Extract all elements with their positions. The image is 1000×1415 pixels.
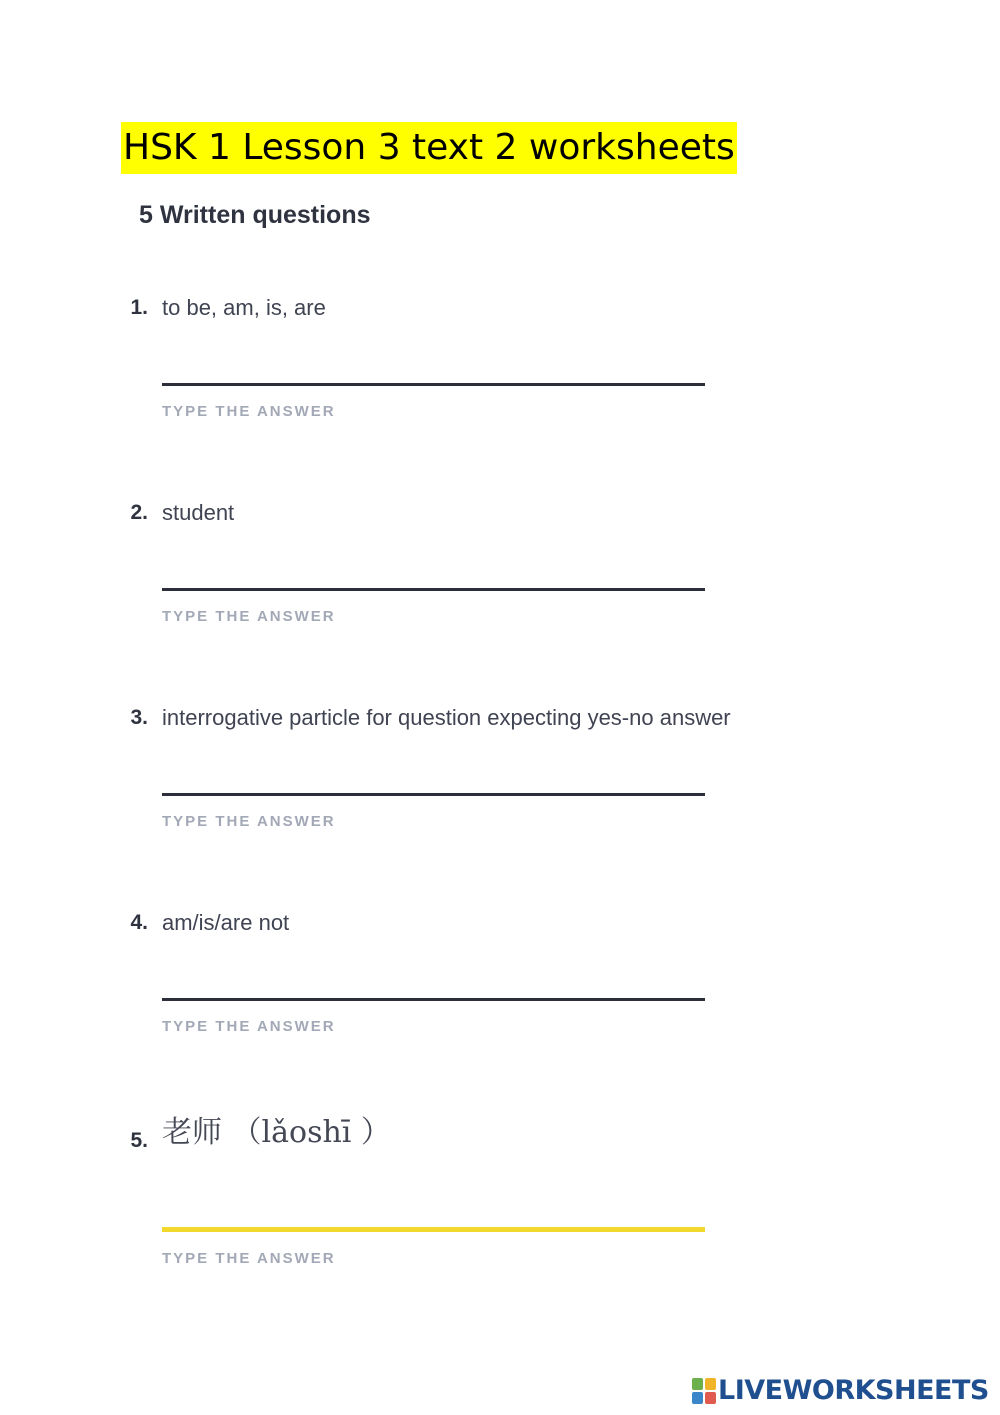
question-2 xyxy=(0,498,1000,668)
question-number: 2. xyxy=(130,501,148,524)
answer-input-line-focused[interactable] xyxy=(162,1227,705,1232)
answer-hint: TYPE THE ANSWER xyxy=(162,1018,336,1035)
answer-hint: TYPE THE ANSWER xyxy=(162,403,336,420)
question-prompt: 老师 （lǎoshī ） xyxy=(162,1115,391,1150)
question-3 xyxy=(0,703,1000,873)
question-number: 5. xyxy=(130,1129,148,1152)
question-prompt: am/is/are not xyxy=(162,910,290,935)
question-5 xyxy=(0,1115,1000,1296)
question-number: 3. xyxy=(130,706,148,729)
brand-wordmark: LIVEWORKSHEETS xyxy=(718,1375,989,1406)
answer-hint: TYPE THE ANSWER xyxy=(162,813,336,830)
liveworksheets-brand[interactable] xyxy=(692,1374,989,1408)
question-1 xyxy=(0,293,1000,463)
answer-input-line[interactable] xyxy=(162,383,705,386)
question-number: 4. xyxy=(130,911,148,934)
question-prompt: student xyxy=(162,500,235,525)
question-4 xyxy=(0,908,1000,1078)
question-number: 1. xyxy=(130,296,148,319)
answer-input-line[interactable] xyxy=(162,793,705,796)
answer-input-line[interactable] xyxy=(162,998,705,1001)
answer-input-line[interactable] xyxy=(162,588,705,591)
answer-hint: TYPE THE ANSWER xyxy=(162,608,336,625)
question-prompt: to be, am, is, are xyxy=(162,295,326,320)
liveworksheets-logo-icon xyxy=(692,1378,716,1404)
worksheet-title: HSK 1 Lesson 3 text 2 worksheets xyxy=(121,122,737,174)
section-heading: 5 Written questions xyxy=(139,201,371,229)
answer-hint: TYPE THE ANSWER xyxy=(162,1250,336,1267)
question-prompt: interrogative particle for question expecting yes-no answer xyxy=(162,705,731,730)
